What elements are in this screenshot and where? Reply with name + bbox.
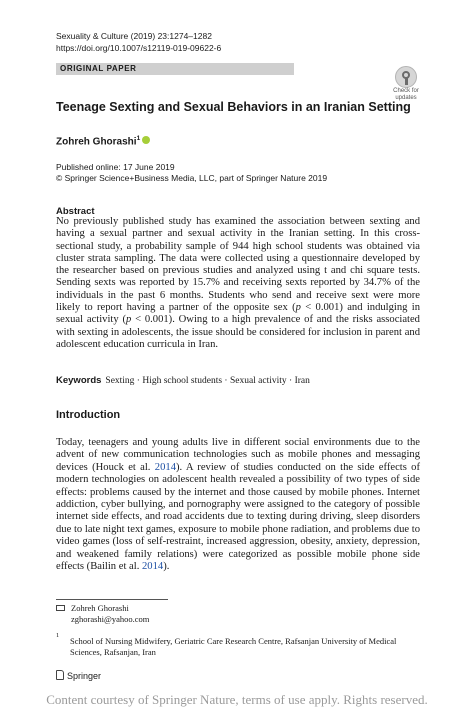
- springer-horse-icon: [56, 670, 64, 680]
- keywords: [56, 375, 420, 387]
- article-type-label: ORIGINAL PAPER: [60, 64, 137, 73]
- journal-header: [56, 30, 221, 54]
- correspondence-block: [56, 603, 149, 625]
- corresponding-author-email[interactable]: zghorashi@yahoo.com: [71, 614, 150, 624]
- abstract-body: No previously published study has examined the association between sexting and having a sexual partner and sexual activity in the Iranian setting. In this cross-sectional study, a probability sample of 944 high school students was obtained via cluster strata sampling. The data were collected using a questionnaire developed by the researcher based on previous studies and analyzed using t and chi square tests. Sending sexts was reported by 15.7% and receiving sexts reported by 34.7% of the individuals in the past 6 months. Students who send and receive sext were more likely to report having a partner of the opposite sex (p < 0.001) and indulging in sexual activity (p < 0.001). Owing to a high prevalence of and the risks associated with sexting in adolescents, the issue should be considered for inclusion in parent and adolescent education curricula in Iran.: [56, 216, 420, 350]
- check-updates-icon: [395, 66, 417, 88]
- citation-link[interactable]: 2014: [142, 561, 164, 573]
- keywords-list: Sexting · High school students · Sexual activity · Iran: [105, 376, 310, 386]
- introduction-heading: Introduction: [56, 409, 121, 421]
- keywords-label: Keywords: [56, 375, 102, 386]
- affiliation-number: 1: [56, 632, 60, 639]
- publisher-logo: [56, 670, 101, 682]
- journal-citation: Sexuality & Culture (2019) 23:1274–1282: [56, 31, 212, 41]
- copyright-line: © Springer Science+Business Media, LLC, part of Springer Nature 2019: [56, 173, 328, 183]
- article-type-banner: [56, 63, 294, 75]
- corresponding-author-name: Zohreh Ghorashi: [71, 603, 129, 613]
- doi-link[interactable]: https://doi.org/10.1007/s12119-019-09622-6: [56, 43, 222, 53]
- check-updates-line2: updates: [395, 95, 417, 101]
- publication-info: [56, 162, 327, 184]
- article-title: Teenage Sexting and Sexual Behaviors in an Iranian Setting: [56, 100, 411, 114]
- citation-link[interactable]: 2014: [154, 461, 176, 473]
- introduction-body: Today, teenagers and young adults live in different social environments due to the advent of new communication technologies such as mobile phones and messaging devices (Houck et al. 2014). A review of studies conducted on the side effects of modern technologies on adolescent health revealed a possibility of two types of side effects: problems caused by the internet and those caused by mobile phones. Internet addiction, cyber bullying, and pornography were assigned to the category of possible internet side effects, and road accidents due to texting during driving, sleep disorders due to late night text games, exposure to mobile phone radiation, and problems due to video games (loss of self-restraint, increased aggression, obesity, anxiety, depression, and weakened family relations) were categorized as possible mobile phone side effects (Bailin et al. 2014).: [56, 437, 420, 573]
- check-updates-line1: Check for: [393, 88, 419, 94]
- affiliation-text: School of Nursing Midwifery, Geriatric Care Research Centre, Rafsanjan University of Medical Sciences, Rafsanjan, Iran: [70, 636, 397, 657]
- author-line: [56, 132, 150, 148]
- published-date: Published online: 17 June 2019: [56, 162, 175, 172]
- envelope-icon: [56, 605, 65, 611]
- footnote-divider: [56, 599, 168, 600]
- courtesy-watermark: Content courtesy of Springer Nature, terms of use apply. Rights reserved.: [46, 692, 428, 707]
- author-name[interactable]: Zohreh Ghorashi: [56, 136, 137, 148]
- orcid-icon[interactable]: [142, 136, 150, 144]
- abstract-heading: Abstract: [56, 206, 95, 217]
- publisher-name: Springer: [67, 671, 102, 681]
- author-affiliation-mark: 1: [136, 135, 141, 142]
